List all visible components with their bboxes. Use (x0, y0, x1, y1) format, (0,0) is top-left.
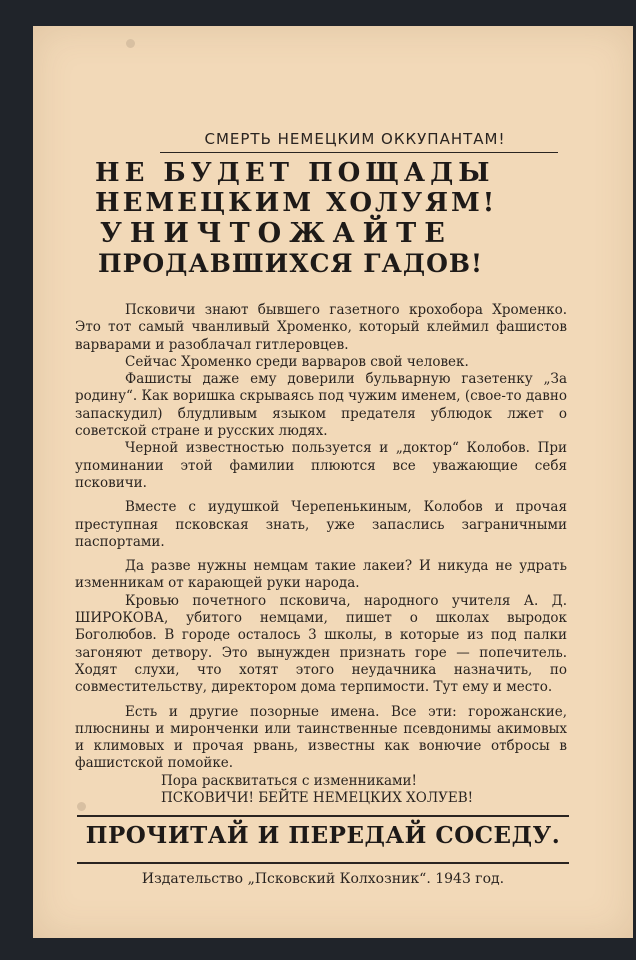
leaflet-motto: СМЕРТЬ НЕМЕЦКИМ ОККУПАНТАМ! (204, 130, 506, 148)
pin-hole (126, 39, 135, 48)
body-paragraph: Сейчас Хроменко среди варваров свой человек. (125, 353, 469, 370)
headline-line: НЕ БУДЕТ ПОЩАДЫ (95, 158, 495, 188)
footer-call: ПРОЧИТАЙ И ПЕРЕДАЙ СОСЕДУ. (85, 822, 561, 849)
divider (77, 815, 569, 817)
divider (160, 152, 558, 153)
closing-lines (75, 773, 567, 808)
leaflet-body (75, 302, 567, 807)
body-paragraph: Вместе с иудушкой Черепенькиным, Колобов и прочая преступная псковская знать, уже запаслись заграничными паспортами. (75, 499, 567, 550)
publisher-line: Издательство „Псковский Колхозник“. 1943 год. (141, 871, 505, 887)
closing-line: ПСКОВИЧИ! БЕЙТЕ НЕМЕЦКИХ ХОЛУЕВ! (161, 790, 474, 807)
body-paragraph: Есть и другие позорные имена. Все эти: горожанские, плюснины и миронченки или таинственные псевдонимы акимовых и климовых и прочая рвань, известны как вонючие отбросы в фашистской помойке. (75, 703, 567, 772)
headline-line: ПРОДАВШИХСЯ ГАДОВ! (98, 249, 484, 278)
body-paragraph: Черной известностью пользуется и „доктор“ Колобов. При упоминании этой фамилии плюются все уважающие себя псковичи. (75, 440, 567, 491)
headline-line: НЕМЕЦКИМ ХОЛУЯМ! (95, 188, 498, 218)
leaflet-headline (95, 158, 535, 279)
closing-line: Пора расквитаться с изменниками! (161, 772, 417, 789)
body-paragraph: Да разве нужны немцам такие лакеи? И никуда не удрать изменникам от карающей руки народа. (75, 558, 567, 592)
body-paragraph: Псковичи знают бывшего газетного крохобора Хроменко. Это тот самый чванливый Хроменко, который клеймил фашистов варварами и разоблачал гитлеровцев. (75, 302, 567, 353)
body-paragraph: Фашисты даже ему доверили бульварную газетенку „За родину“. Как воришка скрываясь под чужим именем, (свое-то давно запаскудил) блудливым языком предателя ублюдок лжет о советской стране и русских людях. (75, 371, 567, 440)
body-paragraph: Кровью почетного псковича, народного учителя А. Д. ШИРОКОВА, убитого немцами, пишет о школах выродок Боголюбов. В городе осталось 3 школы, в которые из под палки загоняют детвору. Это вынужден признать горе — попечитель. Ходят слухи, что хотят этого неудачника назначить, по совместительству, директором дома терпимости. Тут ему и место. (75, 592, 567, 696)
headline-line: УНИЧТОЖАЙТЕ (100, 218, 453, 249)
divider (77, 862, 569, 864)
